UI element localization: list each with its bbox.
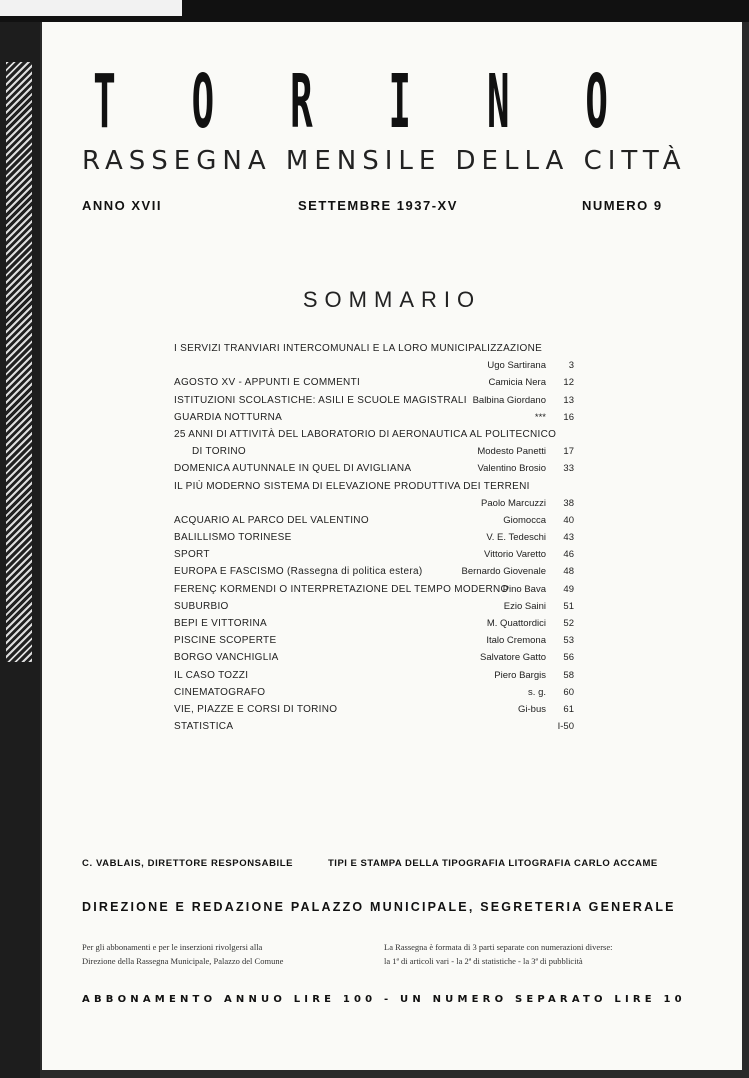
toc-entry-page: 13 <box>563 394 574 406</box>
direzione-line: DIREZIONE E REDAZIONE PALAZZO MUNICIPALE, SEGRETERIA GENERALE <box>82 900 676 914</box>
toc-entry-author: Balbina Giordano <box>472 394 546 406</box>
toc-entry-author: s. g. <box>528 686 546 698</box>
toc-entry <box>174 529 574 546</box>
toc-entry <box>174 581 574 598</box>
toc-entry <box>174 426 574 443</box>
toc-entry <box>174 340 574 357</box>
toc-entry-author: V. E. Tedeschi <box>486 532 546 544</box>
toc-entry <box>174 649 574 666</box>
masthead-letter: T <box>93 59 116 145</box>
toc-entry-page: 52 <box>563 618 574 629</box>
toc-entry <box>174 443 574 460</box>
toc-entry-title: STATISTICA <box>174 721 234 733</box>
table-of-contents <box>174 340 574 735</box>
toc-entry-title: VIE, PIAZZE E CORSI DI TORINO <box>174 703 338 715</box>
toc-entry <box>174 701 574 718</box>
masthead-letter: O <box>585 59 609 145</box>
toc-entry-page: 12 <box>563 377 574 389</box>
subscription-price-line: ABBONAMENTO ANNUO LIRE 100 - UN NUMERO SEPARATO LIRE 10 <box>82 994 686 1005</box>
contents-heading: SOMMARIO <box>302 287 482 312</box>
toc-entry-author: Piero Bargis <box>494 669 546 681</box>
toc-entry-author: Salvatore Gatto <box>479 652 546 664</box>
issue-number: NUMERO 9 <box>582 198 663 213</box>
toc-entry <box>174 357 574 374</box>
magazine-cover-page <box>42 22 742 1070</box>
toc-entry-title: DI TORINO <box>192 446 247 458</box>
toc-entry-title: ISTITUZIONI SCOLASTICHE: ASILI E SCUOLE MAGISTRALI <box>174 394 467 406</box>
issue-year: ANNO XVII <box>82 198 162 213</box>
format-info-line1: La Rassegna è formata di 3 parti separate con numerazioni diverse: <box>384 942 613 952</box>
toc-entry-author: Italo Cremona <box>486 635 546 647</box>
masthead-letter: O <box>191 59 215 145</box>
format-info-line2: la 1ª di articoli vari - la 2ª di statistiche - la 3ª di pubblicità <box>384 956 583 966</box>
toc-entry-title: GUARDIA NOTTURNA <box>174 411 283 423</box>
toc-entry <box>174 632 574 649</box>
toc-entry <box>174 615 574 632</box>
toc-entry-page: 49 <box>563 583 574 595</box>
toc-entry-page: 60 <box>563 686 574 698</box>
toc-entry-title: FERENÇ KORMENDI O INTERPRETAZIONE DEL TEMPO MODERNO <box>174 583 509 595</box>
toc-entry-title: BORGO VANCHIGLIA <box>174 652 279 664</box>
toc-entry-author: Pino Bava <box>502 583 546 595</box>
toc-entry <box>174 409 574 426</box>
toc-entry-author: Ugo Sartirana <box>487 360 546 372</box>
toc-entry-page: 46 <box>563 549 574 561</box>
toc-entry-page: 40 <box>563 514 574 526</box>
toc-entry <box>174 374 574 391</box>
toc-entry-author: Valentino Brosio <box>477 463 546 475</box>
toc-entry-page: 53 <box>563 635 574 647</box>
toc-entry-page: 56 <box>563 652 574 664</box>
toc-entry <box>174 495 574 512</box>
subscription-info-line2: Direzione della Rassegna Municipale, Palazzo del Comune <box>82 956 284 966</box>
toc-entry <box>174 392 574 409</box>
toc-entry-title: ACQUARIO AL PARCO DEL VALENTINO <box>174 514 369 526</box>
toc-entry-title: I SERVIZI TRANVIARI INTERCOMUNALI E LA LORO MUNICIPALIZZAZIONE <box>174 343 543 354</box>
toc-entry <box>174 598 574 615</box>
printer-credit: TIPI E STAMPA DELLA TIPOGRAFIA LITOGRAFIA CARLO ACCAME <box>328 858 658 869</box>
toc-entry <box>174 563 574 580</box>
toc-entry-title: DOMENICA AUTUNNALE IN QUEL DI AVIGLIANA <box>174 463 412 475</box>
masthead-letter: N <box>487 59 510 145</box>
toc-entry-page: 61 <box>563 703 574 715</box>
toc-entry <box>174 684 574 701</box>
masthead-title <box>84 59 618 145</box>
toc-entry-page: 16 <box>563 411 574 423</box>
toc-entry-author: Giomocca <box>503 514 546 526</box>
toc-entry <box>174 512 574 529</box>
toc-entry-author: Vittorio Varetto <box>484 549 546 561</box>
toc-entry <box>174 546 574 563</box>
toc-entry-title: AGOSTO XV - APPUNTI E COMMENTI <box>174 377 361 389</box>
toc-entry <box>174 718 574 735</box>
toc-entry <box>174 460 574 477</box>
subscription-info-line1: Per gli abbonamenti e per le inserzioni rivolgersi alla <box>82 942 263 952</box>
toc-entry-title: IL CASO TOZZI <box>174 669 249 681</box>
toc-entry-title: SPORT <box>174 549 210 561</box>
toc-entry <box>174 667 574 684</box>
masthead-letter: R <box>290 59 313 145</box>
director-credit: C. VABLAIS, DIRETTORE RESPONSABILE <box>82 858 294 869</box>
toc-entry-page: 3 <box>568 360 574 372</box>
toc-entry-title: BEPI E VITTORINA <box>174 618 267 629</box>
toc-entry-page: 33 <box>563 463 574 475</box>
toc-entry-page: 51 <box>563 600 574 612</box>
toc-entry-author: *** <box>534 411 546 423</box>
toc-entry-author: Paolo Marcuzzi <box>481 497 546 509</box>
toc-entry-page: 43 <box>563 532 574 544</box>
toc-entry-title: CINEMATOGRAFO <box>174 686 266 698</box>
toc-entry-page: 38 <box>563 497 574 509</box>
toc-entry-title: BALILLISMO TORINESE <box>174 532 292 544</box>
toc-entry-author: Ezio Saini <box>503 600 546 612</box>
issue-date: SETTEMBRE 1937-XV <box>298 198 458 213</box>
toc-entry-author: M. Quattordici <box>486 618 546 629</box>
toc-entry-page: 48 <box>563 566 574 578</box>
toc-entry-author: Modesto Panetti <box>477 446 546 458</box>
toc-entry-page: 58 <box>563 669 574 681</box>
toc-entry-author: Gi-bus <box>518 703 546 715</box>
masthead-subtitle: RASSEGNA MENSILE DELLA CITTÀ <box>82 146 687 176</box>
toc-entry-title: EUROPA E FASCISMO (Rassegna di politica estera) <box>174 566 423 578</box>
toc-entry-title: 25 ANNI DI ATTIVITÀ DEL LABORATORIO DI AERONAUTICA AL POLITECNICO <box>174 428 557 440</box>
masthead-letter: I <box>388 59 412 145</box>
toc-entry-title: IL PIÙ MODERNO SISTEMA DI ELEVAZIONE PRODUTTIVA DEI TERRENI <box>174 480 530 492</box>
toc-entry-title: PISCINE SCOPERTE <box>174 635 277 647</box>
scan-left-border <box>0 22 40 1078</box>
toc-entry-author: Bernardo Giovenale <box>461 566 546 578</box>
toc-entry-title: SUBURBIO <box>174 600 229 612</box>
scan-top-border <box>0 0 749 22</box>
toc-entry-page: 17 <box>563 446 574 458</box>
toc-entry-page: I-50 <box>557 721 574 733</box>
toc-entry <box>174 478 574 495</box>
toc-entry-author: Camicia Nera <box>488 377 546 389</box>
